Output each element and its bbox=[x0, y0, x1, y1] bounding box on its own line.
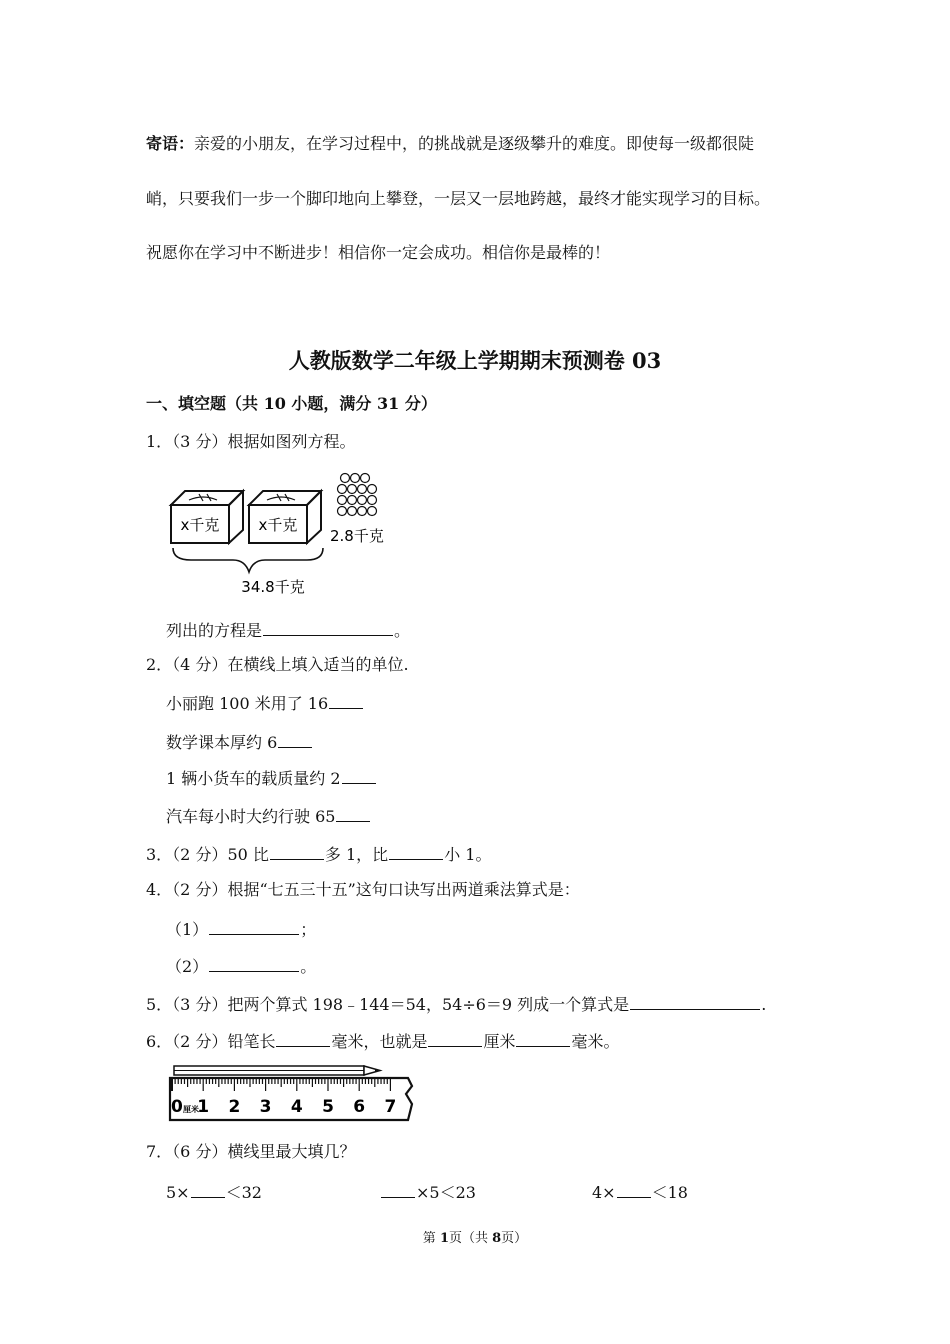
answer-blank[interactable] bbox=[381, 1181, 415, 1198]
question-5-end: . bbox=[761, 995, 767, 1014]
page-footer bbox=[0, 1227, 950, 1246]
answer-blank[interactable] bbox=[278, 731, 312, 748]
question-7-stem: 7．（6 分）横线里最大填几？ bbox=[146, 1142, 356, 1161]
answer-blank[interactable] bbox=[209, 918, 299, 935]
question-2-item-text: 汽车每小时大约行驶 65 bbox=[166, 807, 336, 826]
question-4-sub-end: 。 bbox=[300, 957, 317, 976]
answer-blank[interactable] bbox=[191, 1181, 225, 1198]
preface-line-1 bbox=[146, 134, 754, 154]
apples-weight-label: 2.8千克 bbox=[330, 527, 384, 545]
question-4-sub-1 bbox=[166, 918, 316, 940]
question-6-text-d: 毫米。 bbox=[571, 1032, 620, 1051]
answer-blank[interactable] bbox=[336, 805, 370, 822]
answer-blank[interactable] bbox=[342, 767, 376, 784]
question-4-stem: 4．（2 分）根据“七五三十五”这句口诀写出两道乘法算式是： bbox=[146, 880, 580, 899]
ruler-zero-label: 0 bbox=[171, 1097, 183, 1117]
preface-text-1: 亲爱的小朋友，在学习过程中，的挑战就是逐级攀升的难度。即使每一级都很陡 bbox=[194, 134, 755, 153]
question-7-expr-1 bbox=[166, 1181, 262, 1203]
box-2-label: x千克 bbox=[258, 516, 298, 534]
question-2-item-1 bbox=[166, 692, 364, 714]
ruler bbox=[170, 1078, 412, 1120]
question-4-sub-2 bbox=[166, 955, 316, 977]
question-2-stem: 2．（4 分）在横线上填入适当的单位. bbox=[146, 655, 409, 674]
brace bbox=[173, 548, 323, 572]
ruler-number: 7 bbox=[384, 1097, 397, 1117]
preface-line-2: 峭，只要我们一步一个脚印地向上攀登，一层又一层地跨越，最终才能实现学习的目标。 bbox=[146, 189, 771, 208]
box-1 bbox=[171, 491, 243, 543]
question-6-text-a: 6．（2 分）铅笔长 bbox=[146, 1032, 276, 1051]
question-6-text-b: 毫米，也就是 bbox=[331, 1032, 428, 1051]
answer-blank[interactable] bbox=[329, 692, 363, 709]
answer-blank[interactable] bbox=[516, 1030, 570, 1047]
question-6 bbox=[146, 1030, 620, 1052]
question-5 bbox=[146, 993, 766, 1015]
answer-blank[interactable] bbox=[263, 619, 393, 636]
pencil-icon bbox=[174, 1066, 380, 1075]
page-title: 人教版数学二年级上学期期末预测卷 03 bbox=[288, 348, 662, 373]
expr-text: 4× bbox=[592, 1183, 616, 1202]
footer-text: 页（共 bbox=[448, 1231, 493, 1246]
answer-blank[interactable] bbox=[209, 955, 299, 972]
question-2-item-2 bbox=[166, 731, 313, 753]
expr-text: ＜32 bbox=[225, 1183, 262, 1202]
question-4-sub-label: （2） bbox=[166, 957, 209, 976]
question-2-item-text: 小丽跑 100 米用了 16 bbox=[166, 694, 329, 713]
question-2-item-4 bbox=[166, 805, 371, 827]
question-7-expr-3 bbox=[592, 1181, 688, 1203]
box-2 bbox=[249, 491, 321, 543]
preface-line-3: 祝愿你在学习中不断进步！相信你一定会成功。相信你是最棒的！ bbox=[146, 243, 611, 262]
answer-blank[interactable] bbox=[617, 1181, 651, 1198]
question-3-text-a: 3．（2 分）50 比 bbox=[146, 845, 269, 864]
question-1-stem: 1．（3 分）根据如图列方程。 bbox=[146, 432, 356, 451]
answer-blank[interactable] bbox=[630, 993, 760, 1010]
section-heading: 一、填空题（共 10 小题，满分 31 分） bbox=[146, 394, 437, 413]
question-6-text-c: 厘米 bbox=[483, 1032, 516, 1051]
footer-page-number: 1 bbox=[439, 1231, 449, 1246]
box-1-label: x千克 bbox=[180, 516, 220, 534]
footer-text: 页） bbox=[501, 1231, 528, 1246]
expr-text: ×5＜23 bbox=[416, 1183, 476, 1202]
ruler-number: 3 bbox=[259, 1097, 272, 1117]
answer-blank[interactable] bbox=[389, 843, 443, 860]
expr-text: ＜18 bbox=[651, 1183, 688, 1202]
question-5-text: 5．（3 分）把两个算式 198﹣144＝54，54÷6＝9 列成一个算式是 bbox=[146, 995, 630, 1014]
question-3-text-c: 小 1。 bbox=[444, 845, 492, 864]
ruler-number: 1 bbox=[197, 1097, 210, 1117]
ruler-number: 6 bbox=[353, 1097, 366, 1117]
question-1-figure bbox=[165, 470, 405, 600]
question-1-answer-prefix: 列出的方程是 bbox=[166, 621, 263, 640]
ruler-number: 5 bbox=[322, 1097, 334, 1117]
question-2-item-3 bbox=[166, 767, 377, 789]
answer-blank[interactable] bbox=[276, 1030, 330, 1047]
expr-text: 5× bbox=[166, 1183, 190, 1202]
ruler-number: 2 bbox=[228, 1097, 241, 1117]
question-4-sub-end: ； bbox=[300, 920, 317, 939]
question-7-expr-2 bbox=[380, 1181, 476, 1203]
question-3-text-b: 多 1，比 bbox=[324, 845, 389, 864]
question-1-answer bbox=[166, 619, 410, 641]
footer-text: 第 bbox=[422, 1231, 440, 1246]
ruler-unit-label: 厘米 bbox=[183, 1105, 199, 1114]
question-3 bbox=[146, 843, 491, 865]
ruler-figure bbox=[168, 1062, 420, 1128]
question-1-answer-suffix: 。 bbox=[394, 621, 411, 640]
question-2-item-text: 1 辆小货车的载质量约 2 bbox=[166, 769, 341, 788]
total-weight-label: 34.8千克 bbox=[241, 578, 305, 596]
question-4-sub-label: （1） bbox=[166, 920, 209, 939]
answer-blank[interactable] bbox=[270, 843, 324, 860]
answer-blank[interactable] bbox=[428, 1030, 482, 1047]
footer-total-pages: 8 bbox=[492, 1231, 502, 1246]
preface-label: 寄语： bbox=[146, 134, 195, 153]
apples-icon bbox=[338, 474, 377, 516]
ruler-number: 4 bbox=[290, 1097, 303, 1117]
question-2-item-text: 数学课本厚约 6 bbox=[166, 733, 278, 752]
